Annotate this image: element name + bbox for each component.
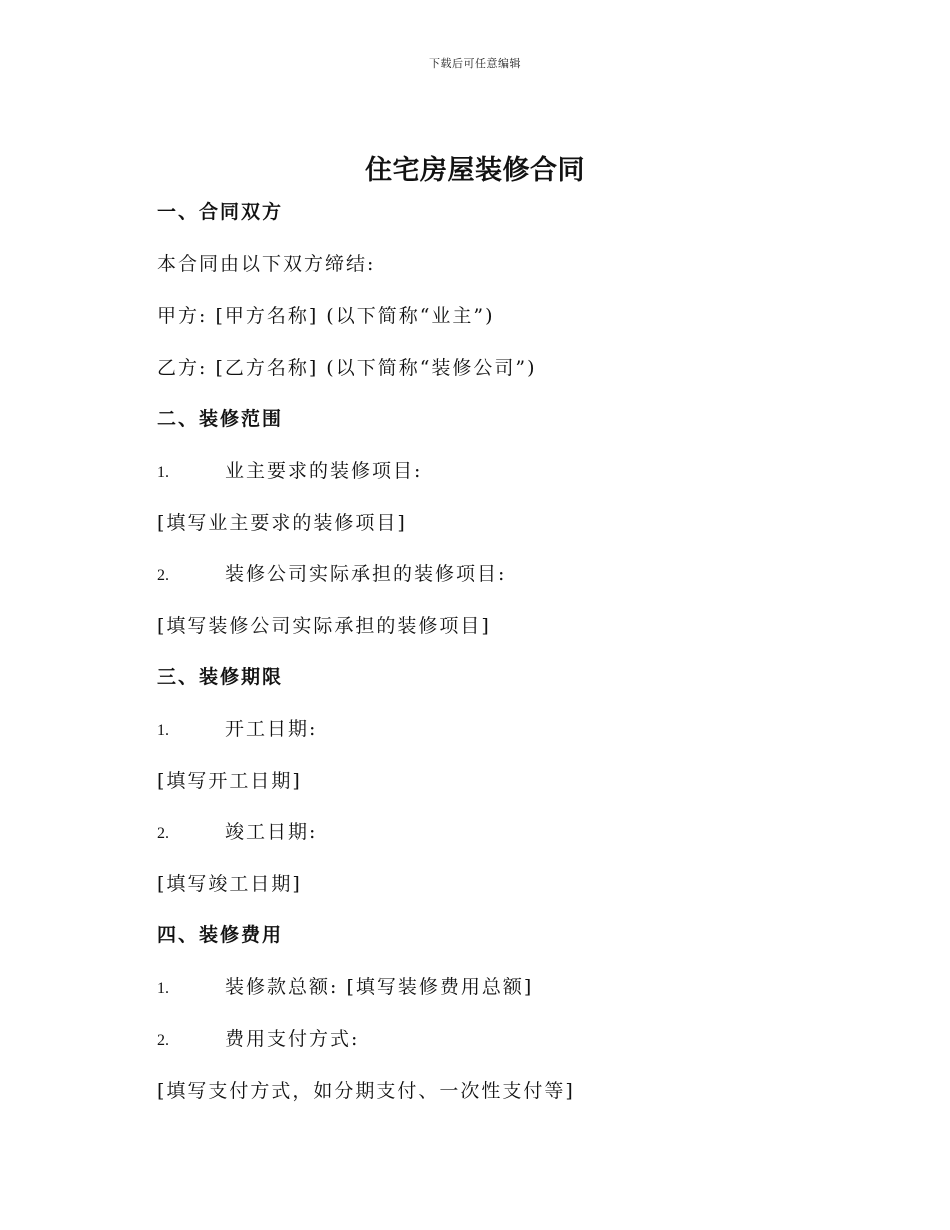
list-item (157, 972, 533, 999)
section-heading-parties: 一、合同双方 (157, 201, 284, 223)
list-item-number: 1. (157, 980, 169, 997)
section-heading-period: 三、装修期限 (157, 666, 284, 688)
list-item-number: 2. (157, 825, 169, 842)
header-note: 下载后可任意编辑 (429, 57, 521, 70)
list-item-label: 业主要求的装修项目: (225, 460, 423, 482)
list-item (157, 714, 317, 741)
party-a: 甲方: [甲方名称] (以下简称“业主”) (157, 305, 495, 327)
list-item-label: 开工日期: (225, 718, 318, 740)
list-item-label: 费用支付方式: (225, 1028, 360, 1050)
placeholder-text: [填写装修公司实际承担的装修项目] (157, 615, 491, 637)
placeholder-text: [填写开工日期] (157, 770, 302, 792)
list-item (157, 1024, 359, 1051)
list-item-number: 1. (157, 722, 169, 739)
placeholder-text: [填写业主要求的装修项目] (157, 512, 407, 534)
list-item (157, 817, 317, 844)
parties-intro: 本合同由以下双方缔结: (157, 253, 376, 275)
list-item (157, 559, 506, 586)
list-item (157, 456, 422, 483)
section-heading-scope: 二、装修范围 (157, 408, 284, 430)
placeholder-text: [填写竣工日期] (157, 873, 302, 895)
list-item-label: 装修款总额: [填写装修费用总额] (225, 976, 534, 998)
party-b: 乙方: [乙方名称] (以下简称“装修公司”) (157, 357, 537, 379)
list-item-number: 2. (157, 1032, 169, 1049)
list-item-number: 2. (157, 567, 169, 584)
list-item-label: 装修公司实际承担的装修项目: (225, 563, 507, 585)
section-heading-cost: 四、装修费用 (157, 924, 284, 946)
list-item-label: 竣工日期: (225, 821, 318, 843)
placeholder-text: [填写支付方式，如分期支付、一次性支付等] (157, 1080, 575, 1102)
document-title: 住宅房屋装修合同 (365, 155, 585, 186)
list-item-number: 1. (157, 464, 169, 481)
